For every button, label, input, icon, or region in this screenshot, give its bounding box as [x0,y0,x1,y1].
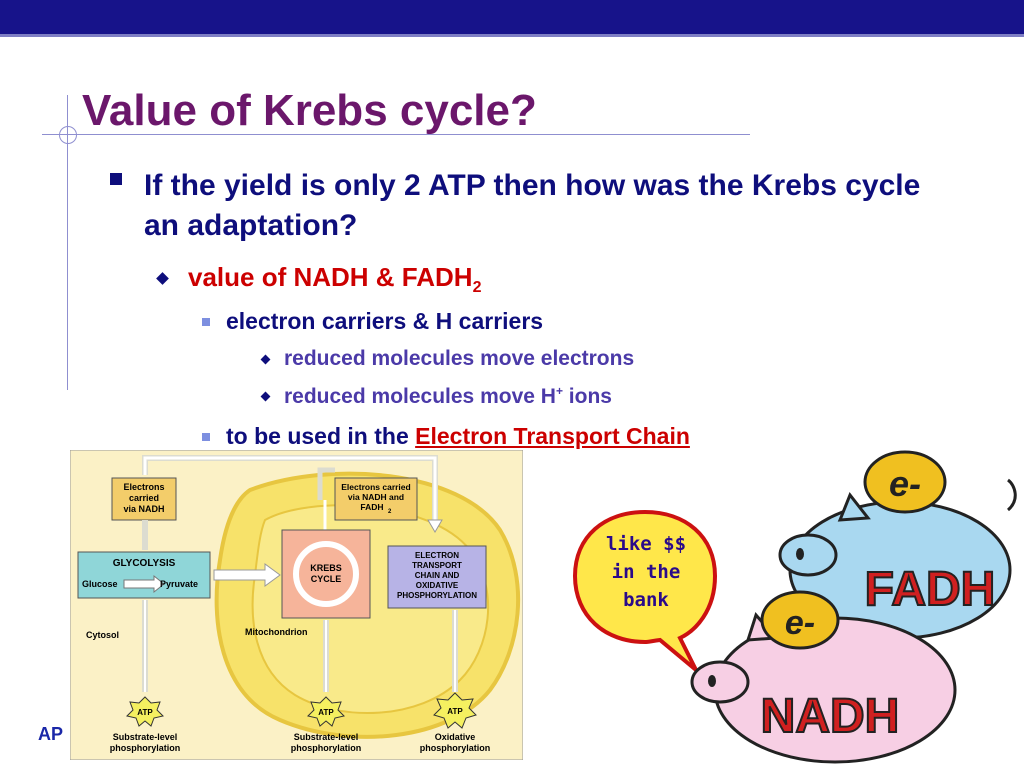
coin-label-fadh: e- [888,463,922,504]
etc-lead: to be used in the [226,423,416,449]
atp-label-2: ATP [318,708,334,717]
substrate-level-1-line1: Substrate-level [112,732,178,742]
fadh-pig-label: FADH [864,563,996,616]
bullet-level1-text: If the yield is only 2 ATP then how was the Krebs cycle an adaptation? [144,169,921,242]
glycolysis-label: GLYCOLYSIS [112,558,176,569]
coin-label-nadh: e- [784,604,816,642]
nadh-fadh-label: value of NADH & FADH [188,262,473,292]
atp-label-3: ATP [447,707,463,716]
hions-text: reduced molecules move H [284,385,556,408]
diamond-bullet-icon [156,272,169,285]
bullet-level3-text [226,423,690,450]
fadh-subscript: 2 [388,509,392,515]
electrons-nadh-fadh-line1: Electrons carried [341,482,411,492]
bullet-level2-text [188,262,481,297]
top-bar-stripe [0,34,1024,37]
cytosol-label: Cytosol [86,630,120,640]
pyruvate-label: Pyruvate [160,579,199,589]
electrons-nadh-line2: carried [128,493,160,503]
etc-link[interactable]: Electron Transport Chain [415,423,690,449]
nadh-pig-label: NADH [760,690,900,743]
bullet-level4-text [284,384,612,409]
etc-line2: TRANSPORT [412,561,462,570]
etc-line5: PHOSPHORYLATION [396,591,478,600]
krebs-line2: CYCLE [310,574,342,584]
electrons-nadh-fadh-line2: via NADH and [347,492,405,502]
electrons-nadh-line1: Electrons [123,482,165,492]
pink-pig-snout [692,662,748,702]
decor-crosshair [59,126,77,144]
fadh-subscript: 2 [472,279,482,297]
respiration-diagram [70,450,523,760]
diamond-bullet-icon [261,355,271,365]
speech-bubble-text: like $$ in the bank [605,533,687,611]
plus-superscript: + [555,384,563,398]
square-bullet-icon [110,173,122,185]
electrons-nadh-fadh-line3: FADH [360,502,384,512]
substrate-level-1-line2: phosphorylation [109,743,181,753]
footer-label: AP [38,724,64,744]
blue-pig-nostril [796,548,804,560]
oxidative-line2: phosphorylation [419,743,491,753]
hions-end: ions [562,385,612,408]
pink-pig-nostril [708,675,716,687]
glucose-label: Glucose [82,579,118,589]
slide-title: Value of Krebs cycle? [82,86,537,135]
krebs-line1: KREBS [310,563,342,573]
diamond-bullet-icon [261,392,271,402]
blue-pig-snout [780,535,836,575]
top-bar [0,0,1024,34]
etc-line1: ELECTRON [415,551,459,560]
etc-line4: OXIDATIVE [415,581,459,590]
electrons-nadh-line3: via NADH [123,504,165,514]
oxidative-line1: Oxidative [434,732,476,742]
bullet-level3-text: electron carriers & H carriers [226,308,544,334]
substrate-level-2-line1: Substrate-level [293,732,359,742]
square-bullet-icon [202,433,210,441]
bullet-level4-text: reduced molecules move electrons [284,347,635,370]
blue-pig-tail [1008,480,1015,510]
atp-label-1: ATP [137,708,153,717]
etc-line3: CHAIN AND [414,571,460,580]
substrate-level-2-line2: phosphorylation [290,743,362,753]
mitochondrion-label: Mitochondrion [245,627,308,637]
square-bullet-icon [202,318,210,326]
piggy-bank-illustration [690,450,1024,768]
